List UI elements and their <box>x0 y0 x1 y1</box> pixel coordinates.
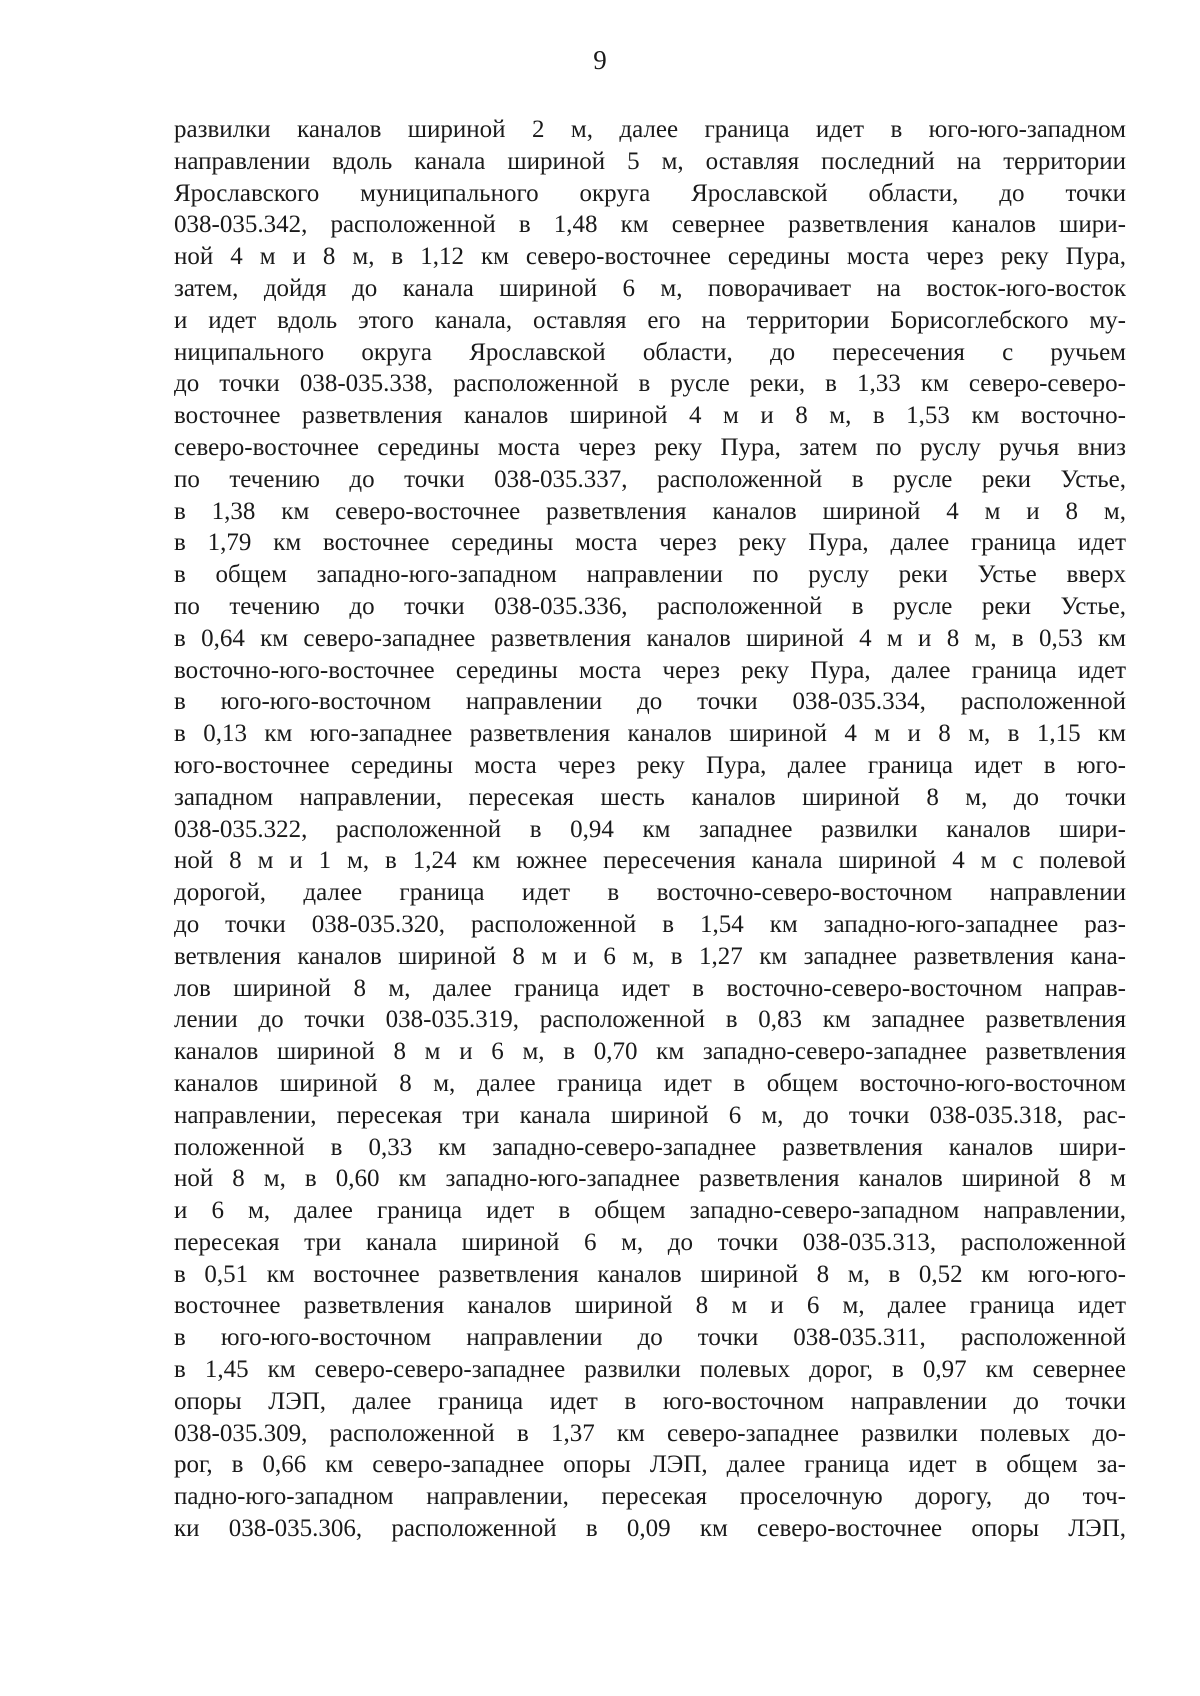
page-number: 9 <box>593 45 607 75</box>
text-line: ки 038-035.306, расположенной в 0,09 км северо-восточнее опоры ЛЭП, <box>174 1515 1126 1543</box>
text-line: ниципального округа Ярославской области, до пересечения с ручьем <box>174 338 1126 366</box>
text-line: в 0,13 км юго-западнее разветвления каналов шириной 4 м и 8 м, в 1,15 км <box>174 720 1126 748</box>
text-line: развилки каналов шириной 2 м, далее граница идет в юго-юго-западном <box>174 116 1126 143</box>
text-line: ной 8 м и 1 м, в 1,24 км южнее пересечения канала шириной 4 м с полевой <box>174 847 1126 875</box>
text-line: в юго-юго-восточном направлении до точки 038-035.311, расположенной <box>174 1324 1126 1352</box>
text-line: ветвления каналов шириной 8 м и 6 м, в 1,27 км западнее разветвления кана- <box>174 942 1126 970</box>
text-line: каналов шириной 8 м, далее граница идет в общем восточно-юго-восточном <box>174 1069 1126 1097</box>
text-line: в 1,45 км северо-северо-западнее развилки полевых дорог, в 0,97 км севернее <box>174 1356 1126 1384</box>
text-line: в общем западно-юго-западном направлении по руслу реки Устье вверх <box>174 561 1126 589</box>
text-line: и 6 м, далее граница идет в общем западно-северо-западном направлении, <box>174 1197 1126 1225</box>
text-line: каналов шириной 8 м и 6 м, в 0,70 км западно-северо-западнее разветвления <box>174 1038 1126 1066</box>
text-line: до точки 038-035.320, расположенной в 1,54 км западно-юго-западнее раз- <box>174 910 1126 938</box>
text-line: и идет вдоль этого канала, оставляя его на территории Борисоглебского му- <box>174 306 1126 334</box>
text-line: 038-035.309, расположенной в 1,37 км северо-западнее развилки полевых до- <box>174 1419 1126 1447</box>
text-line: 038-035.322, расположенной в 0,94 км западнее развилки каналов шири- <box>174 815 1126 843</box>
text-line: дорогой, далее граница идет в восточно-северо-восточном направлении <box>174 879 1126 907</box>
text-line: по течению до точки 038-035.337, расположенной в русле реки Устье, <box>174 465 1126 493</box>
text-line: лов шириной 8 м, далее граница идет в восточно-северо-восточном направ- <box>174 974 1126 1002</box>
text-line: пересекая три канала шириной 6 м, до точки 038-035.313, расположенной <box>174 1228 1126 1256</box>
text-line: в 0,64 км северо-западнее разветвления каналов шириной 4 м и 8 м, в 0,53 км <box>174 624 1126 652</box>
text-line: затем, дойдя до канала шириной 6 м, поворачивает на восток-юго-восток <box>174 274 1126 302</box>
text-line: восточнее разветвления каналов шириной 4 м и 8 м, в 1,53 км восточно- <box>174 402 1126 430</box>
text-line: до точки 038-035.338, расположенной в русле реки, в 1,33 км северо-северо- <box>174 370 1126 398</box>
text-line: рог, в 0,66 км северо-западнее опоры ЛЭП, далее граница идет в общем за- <box>174 1451 1126 1479</box>
text-line: восточнее разветвления каналов шириной 8 м и 6 м, далее граница идет <box>174 1292 1126 1320</box>
text-line: ной 8 м, в 0,60 км западно-юго-западнее разветвления каналов шириной 8 м <box>174 1165 1126 1193</box>
body-text <box>174 114 1126 1545</box>
text-line: положенной в 0,33 км западно-северо-западнее разветвления каналов шири- <box>174 1133 1126 1161</box>
text-line: ной 4 м и 8 м, в 1,12 км северо-восточнее середины моста через реку Пура, <box>174 243 1126 271</box>
text-line: юго-восточнее середины моста через реку Пура, далее граница идет в юго- <box>174 751 1126 779</box>
text-line: падно-юго-западном направлении, пересекая проселочную дорогу, до точ- <box>174 1483 1126 1511</box>
text-line: лении до точки 038-035.319, расположенной в 0,83 км западнее разветвления <box>174 1006 1126 1034</box>
text-line: опоры ЛЭП, далее граница идет в юго-восточном направлении до точки <box>174 1387 1126 1415</box>
text-line: Ярославского муниципального округа Ярославской области, до точки <box>174 179 1126 207</box>
text-line: в 1,38 км северо-восточнее разветвления каналов шириной 4 м и 8 м, <box>174 497 1126 525</box>
text-line: в юго-юго-восточном направлении до точки 038-035.334, расположенной <box>174 688 1126 716</box>
text-line: западном направлении, пересекая шесть каналов шириной 8 м, до точки <box>174 783 1126 811</box>
text-line: в 1,79 км восточнее середины моста через реку Пура, далее граница идет <box>174 529 1126 557</box>
text-line: северо-восточнее середины моста через реку Пура, затем по руслу ручья вниз <box>174 433 1126 461</box>
text-line: направлении вдоль канала шириной 5 м, оставляя последний на территории <box>174 147 1126 175</box>
text-line: 038-035.342, расположенной в 1,48 км севернее разветвления каналов шири- <box>174 211 1126 239</box>
text-line: восточно-юго-восточнее середины моста через реку Пура, далее граница идет <box>174 656 1126 684</box>
text-line: в 0,51 км восточнее разветвления каналов шириной 8 м, в 0,52 км юго-юго- <box>174 1260 1126 1288</box>
text-line: по течению до точки 038-035.336, расположенной в русле реки Устье, <box>174 592 1126 620</box>
text-line: направлении, пересекая три канала шириной 6 м, до точки 038-035.318, рас- <box>174 1101 1126 1129</box>
